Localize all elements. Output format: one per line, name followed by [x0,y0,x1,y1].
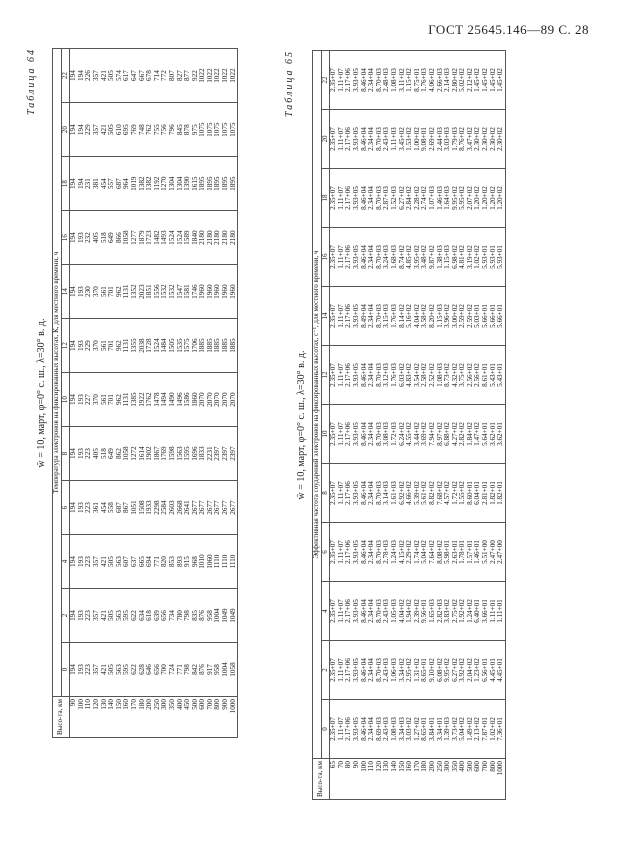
hour-header: 18 [321,169,330,228]
table-64-title: w̄ = 10, март, φ=0° с. ш., λ=30° в. д. [36,318,47,468]
hour-header: 2 [321,641,330,700]
value-column: 194 193 223 405 518 649 862 1058 1272 1614 1902 1867 1769 1598 1563 1595 1696 1833 2231 2397 2397 2397 [70,427,238,481]
value-column: 194 193 223 361 454 558 687 867 1051 1508 1933 2298 2584 2603 2668 2641 2677 2677 2677 2677 2677 2677 [70,481,238,535]
table-65-block [284,50,602,800]
hour-header: 14 [321,287,330,346]
hour-header: 22 [321,51,330,110]
value-column: 2.35+07 1.11+07 2.17+06 3.93+05 8.46+04 2.34+04 8.70+03 2.43+03 1.06+03 3.34+02 2.95+02 1.31+02 8.65+01 9.10+02 6.08+02 9.95+02 6.27+02 3.92+02 2.04+02 1.23+02 6.56+01 4.45+01 4.45+01 [330,641,506,700]
hour-header: 0 [61,643,70,697]
value-column: 2.35+07 1.11+07 2.17+06 3.93+05 8.46+04 2.34+04 8.70+03 2.87+03 1.52+03 6.27+02 2.84+02 2.28+02 2.74+02 1.07+03 1.46+03 1.64+03 9.95+02 5.95+02 2.07+02 1.20+02 1.20+02 1.20+02 1.20+02 [330,169,506,228]
hour-header: 4 [321,582,330,641]
table-65-title: w̄ = 10, март, φ=0° с. ш., λ=30° в. д. [296,350,307,500]
hour-header: 6 [321,523,330,582]
value-column: 194 193 232 405 518 649 866 1058 1277 1879 1723 1482 1493 1524 1524 1589 1840 2180 2180 2180 2180 2180 [70,211,238,265]
hour-header: 8 [321,464,330,523]
hour-header: 2 [61,589,70,643]
table-64-label: Таблица 64 [26,48,37,115]
table-65 [312,50,506,800]
value-column: 2.35+07 1.11+07 2.17+06 3.93+05 8.46+04 2.34+04 8.69+03 2.43+03 1.08+03 3.34+03 3.03+02 1.27+02 8.65+01 3.84+01 3.34+01 1.39+03 3.73+02 5.04+02 1.49+02 2.13+02 7.87+01 1.02+02 7.36+01 [330,700,506,759]
hour-header: 12 [61,319,70,373]
value-column: 2.35+07 1.11+07 2.17+06 3.93+05 8.46+04 2.34+04 8.70+03 3.14+03 1.61+03 6.92+02 4.66+02 5.39+02 5.61+02 8.82+02 7.68+02 4.57+02 1.72+02 1.55+02 8.60+01 6.04+01 2.81+01 1.82+01 1.82+01 [330,464,506,523]
hour-header: 12 [321,346,330,405]
value-column: 2.35+07 1.11+07 2.17+06 3.93+05 8.46+04 2.34+04 8.70+03 2.43+03 1.11+03 3.45+02 1.53+02 1.00+02 9.08+01 2.69+02 2.44+03 3.03+03 1.79+03 8.76+02 3.47+02 2.30+02 2.30+02 2.30+02 2.30+02 [330,110,506,169]
value-column: 194 194 226 357 421 505 574 617 647 667 678 714 772 807 827 877 922 1022 1022 1022 1022 1022 [70,49,238,103]
value-column: 2.35+07 1.11+07 2.17+06 3.93+05 8.46+04 2.34+04 8.70+03 2.48+03 1.08+03 3.11+02 1.15+02 8.75+01 1.76+03 4.06+02 2.66+03 2.14+03 2.80+02 5.02+02 2.12+02 1.45+02 1.45+02 1.45+02 1.45+02 [330,51,506,110]
hour-header: 14 [61,265,70,319]
hour-header: 20 [321,110,330,169]
value-column: 2.35+07 1.11+07 2.17+06 3.93+05 8.46+04 2.34+04 8.70+03 2.43+03 1.05+03 4.04+02 1.94+02 2.39+02 9.56+01 1.65+03 2.82+03 3.83+02 2.75+02 1.92+02 1.24+02 6.40+01 3.66+01 1.11+01 1.11+01 [330,582,506,641]
hour-header: 16 [61,211,70,265]
hour-header: 18 [61,157,70,211]
hour-header: 10 [61,373,70,427]
value-column: 2.35+07 1.11+07 2.17+06 3.93+05 8.46+04 2.34+04 8.70+03 3.08+03 1.72+03 6.24+02 4.55+02 3.44+02 3.69+02 7.94+02 8.97+02 6.88+02 4.27+02 2.82+02 1.84+02 1.47+02 5.64+01 3.62+01 3.62+01 [330,405,506,464]
value-column: 194 194 229 357 421 505 610 695 769 748 762 755 756 796 845 878 975 1075 1075 1075 1075 1075 [70,103,238,157]
value-column: 2.35+07 1.11+07 2.17+06 3.93+05 8.46+04 2.34+04 8.70+03 3.12+03 1.76+03 6.03+02 4.83+02 3.54+02 2.58+02 2.52+02 1.08+03 8.73+02 4.32+02 3.75+02 2.56+02 2.56+02 8.61+01 5.43+01 5.43+01 [330,346,506,405]
hour-header: 16 [321,228,330,287]
value-column: 194 193 223 357 421 505 563 607 637 665 694 771 820 853 893 915 968 1010 1060 1110 1110 1110 [70,535,238,589]
table-65-super-header: Эффективная частота соударений электронов на фиксированных высотах, с⁻¹, для местного времени, ч [313,51,322,759]
value-column: 2.35+07 1.11+07 2.17+06 3.93+05 8.46+04 2.34+04 8.70+03 3.24+03 1.68+03 8.74+02 4.85+02 3.95+02 3.48+02 9.87+02 1.38+03 1.15+03 6.98+02 4.81+02 3.19+02 1.02+02 5.93+01 5.93+01 5.93+01 [330,228,506,287]
hour-header: 20 [61,103,70,157]
table-64-super-header: Температура электронов на фиксированных высотах, К, для местного времени, ч [53,49,62,697]
value-column: 194 193 230 370 561 701 962 1131 1352 2023 1851 1556 1532 1532 1547 1581 1746 1960 1960 1960 1960 1960 [70,265,238,319]
heights-column: 65 70 80 90 100 110 120 130 140 150 160 170 180 200 250 300 350 400 500 600 700 800 1000 [330,759,506,800]
hour-header: 10 [321,405,330,464]
value-column: 194 194 231 381 454 557 687 964 1019 1382 1382 1192 1270 1304 1304 1390 1615 1895 1895 1895 1895 1895 [70,157,238,211]
hour-header: 4 [61,535,70,589]
heights-column: 90 100 110 120 130 140 150 160 170 180 200 250 300 350 400 450 500 600 700 800 900 1000 [70,697,238,738]
value-column: 194 193 223 357 421 505 563 595 622 628 646 656 700 724 771 798 842 876 917 958 1004 1058 [70,643,238,697]
value-column: 2.35+07 1.11+07 2.17+06 3.93+05 8.49+04 2.34+04 8.70+03 3.15+03 1.76+03 8.14+02 5.16+02 4.04+02 3.58+02 8.20+02 1.15+03 3.96+02 3.00+02 2.59+02 2.59+02 5.03+01 5.66+01 5.66+01 5.66+01 [330,287,506,346]
hour-header: 6 [61,481,70,535]
table-64-block [26,48,282,738]
hour-header: 22 [61,49,70,103]
height-header: Высо-та, км [53,697,70,738]
value-column: 2.35+07 1.11+07 2.17+06 3.93+05 8.46+04 2.34+04 8.70+03 2.78+03 1.24+03 4.15+02 2.29+02 1.74+02 5.04+02 7.64+02 8.08+02 5.98+01 2.63+01 1.78+01 1.57+01 1.46+01 5.51+00 2.47+00 2.47+00 [330,523,506,582]
height-header: Высо-та, км [313,759,330,800]
hour-header: 8 [61,427,70,481]
value-column: 194 193 227 370 561 701 962 1131 1385 1922 1762 1478 1494 1490 1496 1586 1860 2070 2070 2070 2070 2070 [70,373,238,427]
value-column: 194 193 223 357 421 505 563 595 622 634 618 639 656 734 780 798 835 876 958 1004 1049 1049 [70,589,238,643]
table-64 [52,48,238,738]
table-65-label: Таблица 65 [284,50,295,117]
hour-header: 0 [321,700,330,759]
value-column: 194 193 229 370 561 701 962 1131 1355 2038 1728 1524 1484 1505 1535 1575 1706 1885 1885 1885 1885 1885 [70,319,238,373]
page-header: ГОСТ 25645.146—89 С. 28 [428,22,589,37]
